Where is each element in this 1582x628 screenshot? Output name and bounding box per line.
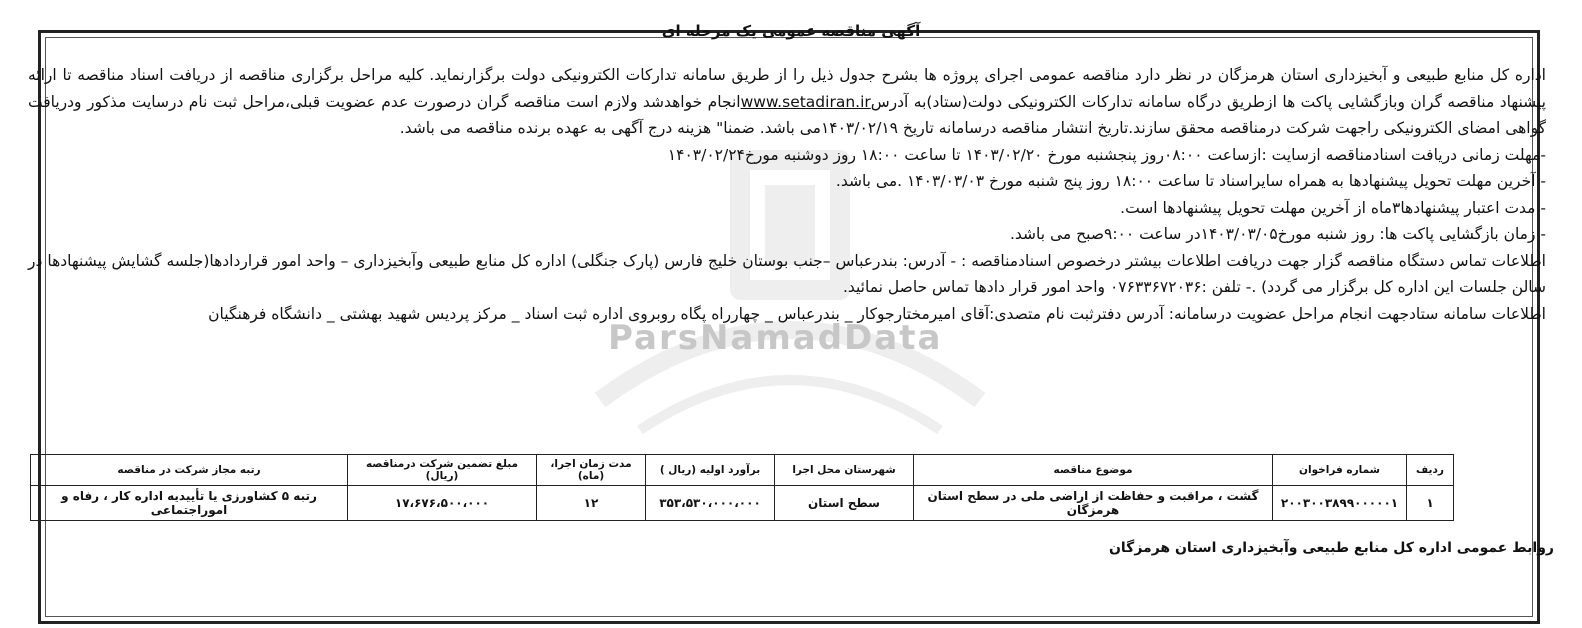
tender-table <box>30 454 1454 521</box>
deadline-docs-line: -مهلت زمانی دریافت اسنادمناقصه ازسایت :ازساعت ۰۸:۰۰روز پنجشنبه مورخ ۱۴۰۳/۰۲/۲۰ تا ساعت ۱۸:۰۰ روز دوشنبه مورخ۱۴۰۳/۰۲/۲۴ <box>667 145 1546 164</box>
notice-body <box>28 62 1546 327</box>
cell-subject: گشت ، مراقبت و حفاظت از اراضی ملی در سطح استان هرمزگان <box>914 486 1273 521</box>
cell-rank: رتبه ۵ کشاورزی یا تأییدیه اداره کار ، رفاه و اموراجتماعی <box>31 486 348 521</box>
table-row <box>31 486 1454 521</box>
setad-link[interactable]: www.setadiran.ir <box>740 92 871 111</box>
table-header-row <box>31 455 1454 486</box>
header-city: شهرستان محل اجرا <box>775 455 914 486</box>
contact-line: اطلاعات تماس دستگاه مناقصه گزار جهت دریافت اطلاعات بیشتر درخصوص اسنادمناقصه : - آدرس: بندرعباس –جنب بوستان خلیج فارس (پارک جنگلی) اداره کل منابع طبیعی وآبخیزداری – واحد امور قراردادها(جلسه گشایش پیشنهادها در سالن جلسات این اداره کل برگزار می گردد) .- تلفن :۰۷۶۳۳۶۷۲۰۳۶ واحد امور قرار دادها تماس حاصل نمائید. <box>28 251 1546 296</box>
cell-duration: ۱۲ <box>537 486 646 521</box>
cell-call-number: ۲۰۰۳۰۰۳۸۹۹۰۰۰۰۰۱ <box>1273 486 1407 521</box>
cell-city: سطح استان <box>775 486 914 521</box>
header-row-number: ردیف <box>1407 455 1454 486</box>
setad-line: اطلاعات سامانه ستادجهت انجام مراحل عضویت درسامانه: آدرس دفترثبت نام متصدی:آقای امیرمختارجوکار _ بندرعباس _ چهارراه پگاه روبروی اداره ثبت اسناد _ مرکز پردیس شهید بهشتی _ دانشگاه فرهنگیان <box>208 304 1546 323</box>
intro-text-pre: اداره کل منابع طبیعی و آبخیزداری استان هرمزگان در نظر دارد مناقصه عمومی اجرای پروژه ها بشرح جدول ذیل را از طریق سامانه تدارکات الکترونیکی دولت برگزارنماید. کلیه مراحل برگزاری مناقصه از دریافت اسناد مناقصه تا ارائه پیشنهاد مناقصه گران وبازگشایی پاکت ها ازطریق درگاه سامانه تدارکات الکترونیکی دولت(ستاد)به آدرس <box>28 66 1546 111</box>
intro-text-post: انجام خواهدشد ولازم است مناقصه گران درصورت عدم عضویت قبلی،مراحل ثبت نام درسایت مذکور ودریافت گواهی امضای الکترونیکی راجهت شرکت درمناقصه محقق سازند.تاریخ انتشار مناقصه درسامانه تاریخ ۱۴۰۳/۰۲/۱۹می باشد. ضمنا" هزینه درج آگهی به عهده برنده مناقصه می باشد. <box>28 92 1546 137</box>
header-guarantee: مبلغ تضمین شرکت درمناقصه (ریال) <box>348 455 537 486</box>
header-subject: موضوع مناقصه <box>914 455 1273 486</box>
header-estimate: برآورد اولیه (ریال ) <box>646 455 775 486</box>
cell-estimate: ۳۵۳،۵۳۰،۰۰۰،۰۰۰ <box>646 486 775 521</box>
header-rank: رتبه مجاز شرکت در مناقصه <box>31 455 348 486</box>
validity-line: - مدت اعتبار پیشنهادها۳ماه از آخرین مهلت تحویل پیشنهادها است. <box>1120 198 1546 217</box>
cell-guarantee: ۱۷،۶۷۶،۵۰۰،۰۰۰ <box>348 486 537 521</box>
footer-signature: روابط عمومی اداره کل منابع طبیعی وآبخیزداری استان هرمزگان <box>1108 540 1554 556</box>
header-call-number: شماره فراخوان <box>1273 455 1407 486</box>
cell-row-number: ۱ <box>1407 486 1454 521</box>
page-title: آگهی مناقصه عمومی یک مرحله ای <box>661 22 921 40</box>
intro-paragraph <box>28 62 1546 142</box>
opening-line: - زمان بازگشایی پاکت ها: روز شنبه مورخ۱۴۰۳/۰۳/۰۵در ساعت ۹:۰۰صبح می باشد. <box>1009 225 1546 243</box>
header-duration: مدت زمان اجرا، (ماه) <box>537 455 646 486</box>
watermark-text: ParsNamadData <box>608 318 943 358</box>
deadline-bids-line: - آخرین مهلت تحویل پیشنهادها به همراه سایراسناد تا ساعت ۱۸:۰۰ روز پنج شنبه مورخ ۱۴۰۳/۰۳/۰۳ .می باشد. <box>835 172 1546 190</box>
